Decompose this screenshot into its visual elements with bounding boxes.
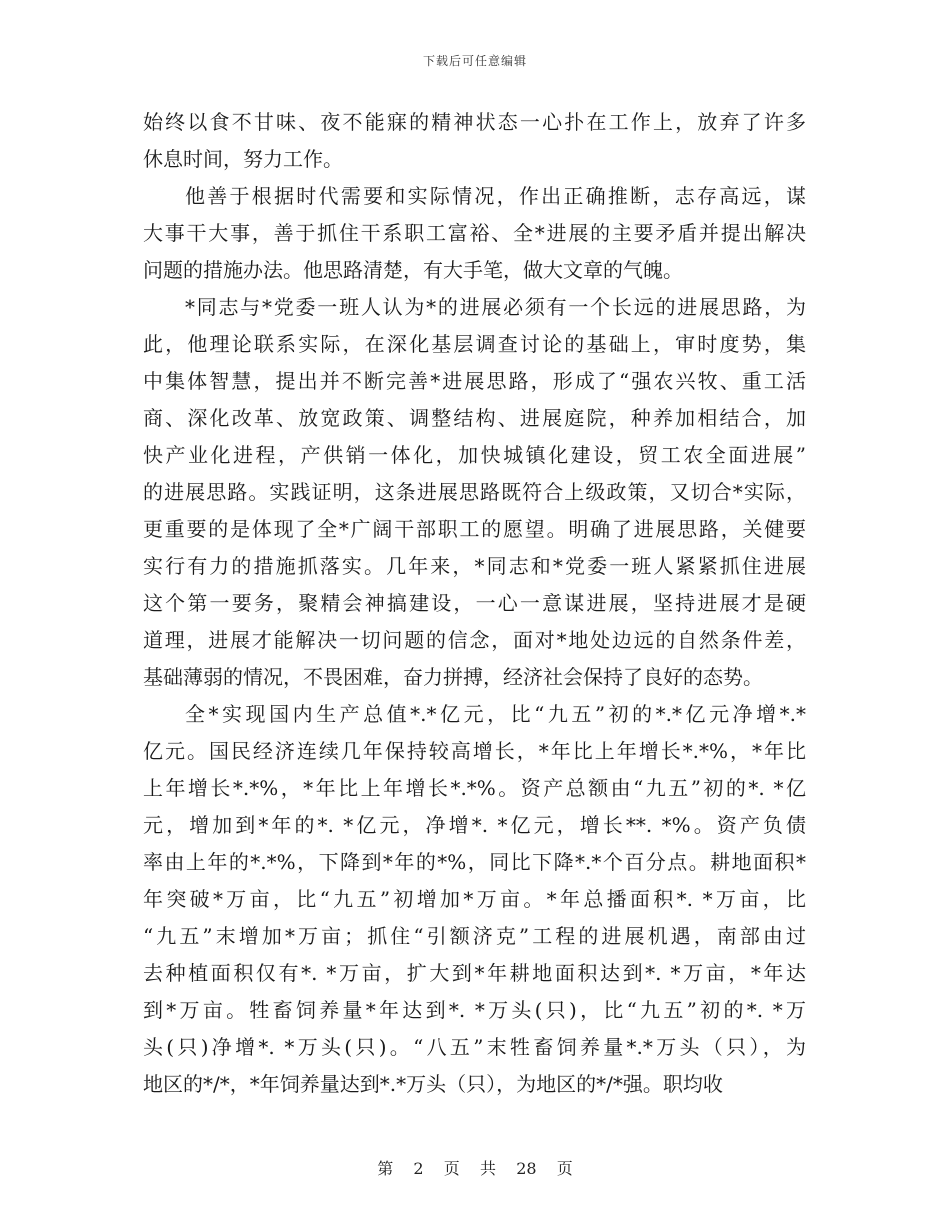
footer-label-total: 共 — [480, 1159, 497, 1178]
text-line: *同志与*党委一班人认为*的进展必须有一个长远的进展思路，为 — [185, 295, 806, 319]
paragraph — [143, 696, 806, 1103]
text-line: 地区的*/*，*年饲养量达到*.*万头（只），为地区的*/*强。职均收 — [143, 1072, 723, 1096]
text-line: 始终以食不甘味、夜不能寐的精神状态一心扑在工作上，放弃了许多 — [143, 110, 806, 134]
text-line: 实行有力的措施抓落实。几年来，*同志和*党委一班人紧紧抓住进展 — [143, 554, 806, 578]
text-line: 基础薄弱的情况，不畏困难，奋力拼搏，经济社会保持了良好的态势。 — [143, 665, 763, 689]
page-header: 下载后可任意编辑 — [422, 54, 527, 68]
text-line: 全*实现国内生产总值*.*亿元，比“九五”初的*.*亿元净增*.* — [185, 702, 806, 726]
footer-label-page-unit: 页 — [443, 1159, 460, 1178]
text-line: 休息时间，努力工作。 — [143, 147, 343, 171]
text-line: 到*万亩。牲畜饲养量*年达到*. *万头(只)，比“九五”初的*. *万 — [143, 998, 806, 1022]
footer-label-total-unit: 页 — [556, 1159, 573, 1178]
text-line: 的进展思路。实践证明，这条进展思路既符合上级政策，又切合*实际， — [143, 480, 806, 504]
footer-label-page: 第 — [377, 1159, 394, 1178]
total-pages: 28 — [516, 1159, 537, 1178]
page-number: 2 — [413, 1159, 424, 1178]
text-line: 问题的措施办法。他思路清楚，有大手笔，做大文章的气魄。 — [143, 258, 683, 282]
paragraph — [143, 104, 806, 178]
text-line: 头(只)净增*. *万头(只)。“八五”末牲畜饲养量*.*万头（只），为 — [143, 1035, 806, 1059]
text-line: 商、深化改革、放宽政策、调整结构、进展庭院，种养加相结合，加 — [143, 406, 806, 430]
text-line: “九五”末增加*万亩；抓住“引额济克”工程的进展机遇，南部由过 — [143, 924, 806, 948]
text-line: 大事干大事，善于抓住干系职工富裕、全*进展的主要矛盾并提出解决 — [143, 221, 806, 245]
text-line: 更重要的是体现了全*广阔干部职工的愿望。明确了进展思路，关健要 — [143, 517, 806, 541]
text-line: 快产业化进程，产供销一体化，加快城镇化建设，贸工农全面进展” — [143, 443, 806, 467]
text-line: 他善于根据时代需要和实际情况，作出正确推断，志存高远，谋 — [185, 184, 806, 208]
text-line: 去种植面积仅有*. *万亩，扩大到*年耕地面积达到*. *万亩，*年达 — [143, 961, 806, 985]
text-line: 上年增长*.*%，*年比上年增长*.*%。资产总额由“九五”初的*. *亿 — [143, 776, 806, 800]
text-line: 年突破*万亩，比“九五”初增加*万亩。*年总播面积*. *万亩，比 — [143, 887, 806, 911]
text-line: 元，增加到*年的*. *亿元，净增*. *亿元，增长**. *%。资产负债 — [143, 813, 806, 837]
text-line: 这个第一要务，聚精会神搞建设，一心一意谋进展，坚持进展才是硬 — [143, 591, 806, 615]
text-line: 道理，进展才能解决一切问题的信念，面对*地处边远的自然条件差， — [143, 628, 806, 652]
document-body — [143, 104, 806, 1103]
paragraph — [143, 178, 806, 289]
text-line: 中集体智慧，提出并不断完善*进展思路，形成了“强农兴牧、重工活 — [143, 369, 806, 393]
text-line: 亿元。国民经济连续几年保持较高增长，*年比上年增长*.*%，*年比 — [143, 739, 806, 763]
text-line: 率由上年的*.*%，下降到*年的*%，同比下降*.*个百分点。耕地面积* — [143, 850, 806, 874]
text-line: 此，他理论联系实际，在深化基层调查讨论的基础上，审时度势，集 — [143, 332, 806, 356]
paragraph — [143, 289, 806, 696]
page-footer — [0, 1156, 950, 1179]
